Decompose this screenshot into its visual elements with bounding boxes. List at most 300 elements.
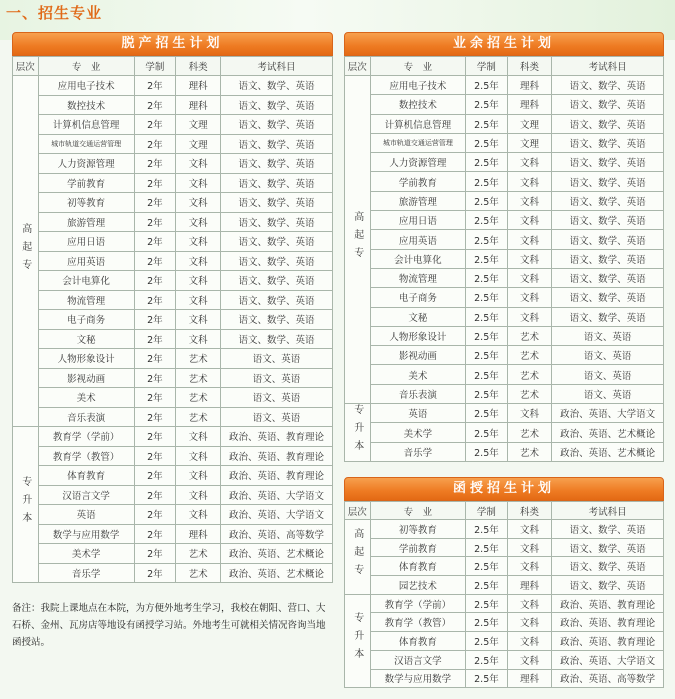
plan-table (344, 501, 664, 688)
major-cell: 计算机信息管理 (38, 115, 134, 135)
duration-cell: 2年 (134, 563, 176, 583)
header-row (345, 57, 664, 76)
category-cell: 文科 (176, 505, 221, 525)
subjects-cell: 政治、英语、大学语文 (220, 485, 332, 505)
category-cell: 艺术 (176, 349, 221, 369)
subjects-cell: 语文、英语 (552, 326, 664, 345)
col-duration-header: 学制 (466, 57, 507, 76)
level-cell (345, 76, 371, 404)
table-row (345, 172, 664, 191)
table-row (13, 446, 333, 466)
table-row (345, 326, 664, 345)
major-cell: 美术学 (38, 544, 134, 564)
level-cell (345, 594, 371, 687)
table-row (345, 384, 664, 403)
table-row (345, 650, 664, 669)
subjects-cell: 政治、英语、教育理论 (552, 594, 664, 613)
major-cell: 体育教育 (370, 632, 466, 651)
duration-cell: 2.5年 (466, 365, 507, 384)
category-cell: 文科 (507, 268, 552, 287)
major-cell: 音乐学 (370, 442, 466, 461)
subjects-cell: 政治、英语、艺术概论 (220, 544, 332, 564)
category-cell: 艺术 (507, 442, 552, 461)
category-cell: 艺术 (507, 365, 552, 384)
subjects-cell: 政治、英语、教育理论 (220, 466, 332, 486)
category-cell: 文科 (507, 211, 552, 230)
major-cell: 影视动画 (38, 368, 134, 388)
category-cell: 艺术 (176, 544, 221, 564)
major-cell: 学前教育 (370, 538, 466, 557)
plan-title-banner: 函授招生计划 (344, 477, 664, 501)
table-row (13, 427, 333, 447)
duration-cell: 2.5年 (466, 133, 507, 152)
category-cell: 文科 (507, 404, 552, 423)
subjects-cell: 政治、英语、高等数学 (220, 524, 332, 544)
duration-cell: 2年 (134, 154, 176, 174)
major-cell: 学前教育 (38, 173, 134, 193)
level-label: 专升本 (19, 476, 31, 530)
subjects-cell: 政治、英语、艺术概论 (220, 563, 332, 583)
category-cell: 文科 (507, 307, 552, 326)
category-cell: 文科 (176, 466, 221, 486)
subjects-cell: 语文、数学、英语 (552, 172, 664, 191)
table-row (345, 153, 664, 172)
table-row (345, 249, 664, 268)
col-category-header: 科类 (507, 57, 552, 76)
category-cell: 文科 (507, 153, 552, 172)
duration-cell: 2.5年 (466, 172, 507, 191)
major-cell: 数控技术 (38, 95, 134, 115)
full-time-plan-table (12, 32, 333, 583)
major-cell: 音乐表演 (370, 384, 466, 403)
section-title: 一、招生专业 (6, 4, 103, 22)
table-row (13, 115, 333, 135)
duration-cell: 2.5年 (466, 669, 507, 688)
major-cell: 文秘 (38, 329, 134, 349)
category-cell: 文科 (176, 232, 221, 252)
duration-cell: 2.5年 (466, 538, 507, 557)
subjects-cell: 政治、英语、大学语文 (552, 650, 664, 669)
duration-cell: 2.5年 (466, 346, 507, 365)
category-cell: 理科 (507, 669, 552, 688)
major-cell: 园艺技术 (370, 576, 466, 595)
category-cell: 文科 (507, 594, 552, 613)
level-cell (13, 427, 39, 583)
level-label: 专升本 (351, 612, 363, 667)
subjects-cell: 语文、数学、英语 (220, 310, 332, 330)
duration-cell: 2年 (134, 290, 176, 310)
major-cell: 美术学 (370, 423, 466, 442)
table-row (13, 407, 333, 427)
duration-cell: 2.5年 (466, 613, 507, 632)
subjects-cell: 语文、英语 (220, 368, 332, 388)
category-cell: 文理 (507, 114, 552, 133)
category-cell: 理科 (507, 76, 552, 95)
table-row (345, 404, 664, 423)
subjects-cell: 语文、数学、英语 (552, 153, 664, 172)
major-cell: 电子商务 (38, 310, 134, 330)
table-row (345, 230, 664, 249)
category-cell: 文科 (176, 310, 221, 330)
subjects-cell: 语文、数学、英语 (220, 193, 332, 213)
table-row (345, 133, 664, 152)
major-cell: 计算机信息管理 (370, 114, 466, 133)
col-duration-header: 学制 (134, 57, 176, 76)
level-cell (345, 404, 371, 462)
category-cell: 文科 (176, 271, 221, 291)
duration-cell: 2年 (134, 310, 176, 330)
table-row (13, 563, 333, 583)
header-row (13, 57, 333, 76)
major-cell: 旅游管理 (38, 212, 134, 232)
major-cell: 教育学（学前） (38, 427, 134, 447)
table-row (345, 95, 664, 114)
major-cell: 体育教育 (38, 466, 134, 486)
subjects-cell: 语文、数学、英语 (220, 271, 332, 291)
table-row (13, 524, 333, 544)
major-cell: 应用日语 (38, 232, 134, 252)
table-row (13, 290, 333, 310)
duration-cell: 2.5年 (466, 326, 507, 345)
duration-cell: 2年 (134, 173, 176, 193)
category-cell: 艺术 (176, 388, 221, 408)
table-row (345, 538, 664, 557)
table-row (13, 485, 333, 505)
major-cell: 人物形象设计 (370, 326, 466, 345)
major-cell: 城市轨道交通运营管理 (370, 133, 466, 152)
category-cell: 艺术 (507, 384, 552, 403)
subjects-cell: 政治、英语、大学语文 (552, 404, 664, 423)
table-row (345, 576, 664, 595)
duration-cell: 2.5年 (466, 520, 507, 539)
table-row (345, 268, 664, 287)
category-cell: 文科 (507, 632, 552, 651)
subjects-cell: 语文、数学、英语 (220, 232, 332, 252)
subjects-cell: 语文、英语 (552, 365, 664, 384)
col-subjects-header: 考试科目 (552, 57, 664, 76)
subjects-cell: 语文、数学、英语 (220, 329, 332, 349)
subjects-cell: 政治、英语、教育理论 (220, 446, 332, 466)
major-cell: 教育学（教管） (38, 446, 134, 466)
subjects-cell: 语文、数学、英语 (220, 154, 332, 174)
category-cell: 艺术 (176, 368, 221, 388)
category-cell: 文科 (176, 212, 221, 232)
subjects-cell: 语文、数学、英语 (552, 268, 664, 287)
major-cell: 数学与应用数学 (370, 669, 466, 688)
category-cell: 文理 (176, 134, 221, 154)
major-cell: 体育教育 (370, 557, 466, 576)
duration-cell: 2.5年 (466, 249, 507, 268)
table-row (13, 212, 333, 232)
major-cell: 汉语言文学 (38, 485, 134, 505)
subjects-cell: 语文、数学、英语 (220, 212, 332, 232)
subjects-cell: 语文、数学、英语 (220, 95, 332, 115)
category-cell: 理科 (176, 76, 221, 96)
major-cell: 教育学（学前） (370, 594, 466, 613)
table-row (13, 368, 333, 388)
duration-cell: 2.5年 (466, 153, 507, 172)
table-row (13, 154, 333, 174)
category-cell: 文科 (176, 427, 221, 447)
duration-cell: 2年 (134, 446, 176, 466)
duration-cell: 2年 (134, 368, 176, 388)
duration-cell: 2年 (134, 349, 176, 369)
table-row (13, 232, 333, 252)
subjects-cell: 语文、数学、英语 (552, 230, 664, 249)
major-cell: 初等教育 (38, 193, 134, 213)
duration-cell: 2.5年 (466, 384, 507, 403)
category-cell: 文科 (507, 191, 552, 210)
category-cell: 文科 (176, 290, 221, 310)
table-row (13, 95, 333, 115)
category-cell: 文科 (507, 288, 552, 307)
major-cell: 会计电算化 (370, 249, 466, 268)
category-cell: 理科 (176, 524, 221, 544)
level-label: 高起专 (19, 222, 31, 277)
category-cell: 艺术 (507, 346, 552, 365)
subjects-cell: 语文、数学、英语 (220, 134, 332, 154)
table-row (345, 613, 664, 632)
col-major-header: 专 业 (370, 502, 466, 520)
table-row (345, 211, 664, 230)
category-cell: 文理 (176, 115, 221, 135)
subjects-cell: 语文、数学、英语 (552, 191, 664, 210)
subjects-cell: 语文、英语 (552, 346, 664, 365)
duration-cell: 2年 (134, 329, 176, 349)
table-row (345, 114, 664, 133)
category-cell: 文科 (507, 172, 552, 191)
major-cell: 城市轨道交通运营管理 (38, 134, 134, 154)
major-cell: 人力资源管理 (38, 154, 134, 174)
subjects-cell: 政治、英语、教育理论 (220, 427, 332, 447)
table-row (345, 557, 664, 576)
duration-cell: 2年 (134, 485, 176, 505)
major-cell: 会计电算化 (38, 271, 134, 291)
category-cell: 文科 (507, 557, 552, 576)
duration-cell: 2.5年 (466, 442, 507, 461)
subjects-cell: 语文、数学、英语 (552, 307, 664, 326)
category-cell: 文科 (507, 613, 552, 632)
major-cell: 教育学（教管） (370, 613, 466, 632)
duration-cell: 2.5年 (466, 211, 507, 230)
table-row (345, 520, 664, 539)
subjects-cell: 语文、英语 (220, 349, 332, 369)
table-row (13, 134, 333, 154)
major-cell: 物流管理 (370, 268, 466, 287)
category-cell: 文科 (176, 173, 221, 193)
category-cell: 艺术 (176, 407, 221, 427)
duration-cell: 2年 (134, 505, 176, 525)
major-cell: 数控技术 (370, 95, 466, 114)
subjects-cell: 政治、英语、艺术概论 (552, 442, 664, 461)
footnote: 备注：我院上课地点在本院，为方便外地考生学习，我校在朝阳、营口、大石桥、金州、瓦房店等地设有函授学习站。外地考生可就相关情况咨询当地函授站。 (12, 603, 326, 648)
duration-cell: 2年 (134, 95, 176, 115)
table-row (13, 388, 333, 408)
duration-cell: 2年 (134, 193, 176, 213)
col-category-header: 科类 (507, 502, 552, 520)
major-cell: 英语 (38, 505, 134, 525)
duration-cell: 2.5年 (466, 268, 507, 287)
duration-cell: 2.5年 (466, 76, 507, 95)
duration-cell: 2年 (134, 134, 176, 154)
major-cell: 美术 (370, 365, 466, 384)
major-cell: 英语 (370, 404, 466, 423)
major-cell: 应用电子技术 (38, 76, 134, 96)
major-cell: 应用英语 (38, 251, 134, 271)
duration-cell: 2年 (134, 544, 176, 564)
col-level-header: 层次 (13, 57, 39, 76)
col-level-header: 层次 (345, 502, 371, 520)
subjects-cell: 政治、英语、教育理论 (552, 613, 664, 632)
duration-cell: 2年 (134, 524, 176, 544)
table-row (13, 173, 333, 193)
table-row (345, 594, 664, 613)
duration-cell: 2.5年 (466, 114, 507, 133)
category-cell: 艺术 (507, 326, 552, 345)
table-row (345, 346, 664, 365)
subjects-cell: 语文、数学、英语 (552, 288, 664, 307)
category-cell: 文科 (176, 329, 221, 349)
subjects-cell: 语文、数学、英语 (552, 133, 664, 152)
duration-cell: 2年 (134, 232, 176, 252)
major-cell: 美术 (38, 388, 134, 408)
table-row (345, 76, 664, 95)
subjects-cell: 语文、数学、英语 (552, 557, 664, 576)
major-cell: 应用英语 (370, 230, 466, 249)
table-row (13, 505, 333, 525)
table-row (345, 365, 664, 384)
col-duration-header: 学制 (466, 502, 507, 520)
plan-table (344, 56, 664, 462)
col-subjects-header: 考试科目 (552, 502, 664, 520)
duration-cell: 2.5年 (466, 632, 507, 651)
duration-cell: 2.5年 (466, 594, 507, 613)
subjects-cell: 语文、数学、英语 (552, 114, 664, 133)
level-label: 高起专 (351, 528, 363, 583)
duration-cell: 2年 (134, 388, 176, 408)
table-row (13, 544, 333, 564)
subjects-cell: 政治、英语、教育理论 (552, 632, 664, 651)
subjects-cell: 语文、数学、英语 (220, 115, 332, 135)
subjects-cell: 政治、英语、大学语文 (220, 505, 332, 525)
duration-cell: 2.5年 (466, 557, 507, 576)
category-cell: 文科 (507, 520, 552, 539)
duration-cell: 2年 (134, 251, 176, 271)
table-row (13, 466, 333, 486)
subjects-cell: 语文、数学、英语 (220, 76, 332, 96)
category-cell: 理科 (507, 95, 552, 114)
category-cell: 艺术 (507, 423, 552, 442)
subjects-cell: 语文、数学、英语 (220, 251, 332, 271)
major-cell: 物流管理 (38, 290, 134, 310)
category-cell: 理科 (507, 576, 552, 595)
subjects-cell: 政治、英语、艺术概论 (552, 423, 664, 442)
level-label: 专升本 (351, 404, 363, 459)
duration-cell: 2年 (134, 407, 176, 427)
duration-cell: 2.5年 (466, 191, 507, 210)
col-major-header: 专 业 (38, 57, 134, 76)
subjects-cell: 语文、数学、英语 (552, 249, 664, 268)
subjects-cell: 语文、数学、英语 (552, 211, 664, 230)
major-cell: 音乐学 (38, 563, 134, 583)
subjects-cell: 语文、数学、英语 (552, 520, 664, 539)
category-cell: 文科 (507, 230, 552, 249)
category-cell: 文科 (176, 193, 221, 213)
subjects-cell: 语文、数学、英语 (552, 538, 664, 557)
subjects-cell: 语文、数学、英语 (552, 576, 664, 595)
category-cell: 文科 (176, 154, 221, 174)
table-row (345, 307, 664, 326)
table-row (345, 191, 664, 210)
major-cell: 影视动画 (370, 346, 466, 365)
duration-cell: 2.5年 (466, 288, 507, 307)
subjects-cell: 政治、英语、高等数学 (552, 669, 664, 688)
table-row (345, 288, 664, 307)
col-subjects-header: 考试科目 (220, 57, 332, 76)
duration-cell: 2.5年 (466, 576, 507, 595)
major-cell: 音乐表演 (38, 407, 134, 427)
duration-cell: 2年 (134, 212, 176, 232)
table-row (345, 423, 664, 442)
major-cell: 学前教育 (370, 172, 466, 191)
table-row (345, 442, 664, 461)
correspondence-plan-table (344, 477, 664, 688)
duration-cell: 2.5年 (466, 423, 507, 442)
major-cell: 人力资源管理 (370, 153, 466, 172)
category-cell: 艺术 (176, 563, 221, 583)
category-cell: 文科 (176, 446, 221, 466)
col-category-header: 科类 (176, 57, 221, 76)
table-row (13, 310, 333, 330)
header-row (345, 502, 664, 520)
table-row (13, 193, 333, 213)
duration-cell: 2年 (134, 466, 176, 486)
major-cell: 数学与应用数学 (38, 524, 134, 544)
major-cell: 初等教育 (370, 520, 466, 539)
duration-cell: 2年 (134, 427, 176, 447)
major-cell: 人物形象设计 (38, 349, 134, 369)
table-row (13, 349, 333, 369)
plan-title-banner: 脱产招生计划 (12, 32, 333, 56)
major-cell: 文秘 (370, 307, 466, 326)
subjects-cell: 语文、数学、英语 (552, 76, 664, 95)
col-major-header: 专 业 (370, 57, 466, 76)
table-row (345, 669, 664, 688)
major-cell: 旅游管理 (370, 191, 466, 210)
subjects-cell: 语文、英语 (552, 384, 664, 403)
duration-cell: 2.5年 (466, 404, 507, 423)
duration-cell: 2年 (134, 115, 176, 135)
category-cell: 理科 (176, 95, 221, 115)
duration-cell: 2.5年 (466, 307, 507, 326)
major-cell: 应用电子技术 (370, 76, 466, 95)
category-cell: 文科 (176, 251, 221, 271)
table-row (13, 251, 333, 271)
subjects-cell: 语文、数学、英语 (552, 95, 664, 114)
duration-cell: 2年 (134, 76, 176, 96)
duration-cell: 2.5年 (466, 95, 507, 114)
category-cell: 文科 (507, 538, 552, 557)
level-label: 高起专 (351, 211, 363, 266)
category-cell: 文科 (507, 249, 552, 268)
col-level-header: 层次 (345, 57, 371, 76)
category-cell: 文科 (507, 650, 552, 669)
table-row (13, 76, 333, 96)
subjects-cell: 语文、数学、英语 (220, 173, 332, 193)
table-row (345, 632, 664, 651)
part-time-plan-table (344, 32, 664, 462)
table-row (13, 329, 333, 349)
